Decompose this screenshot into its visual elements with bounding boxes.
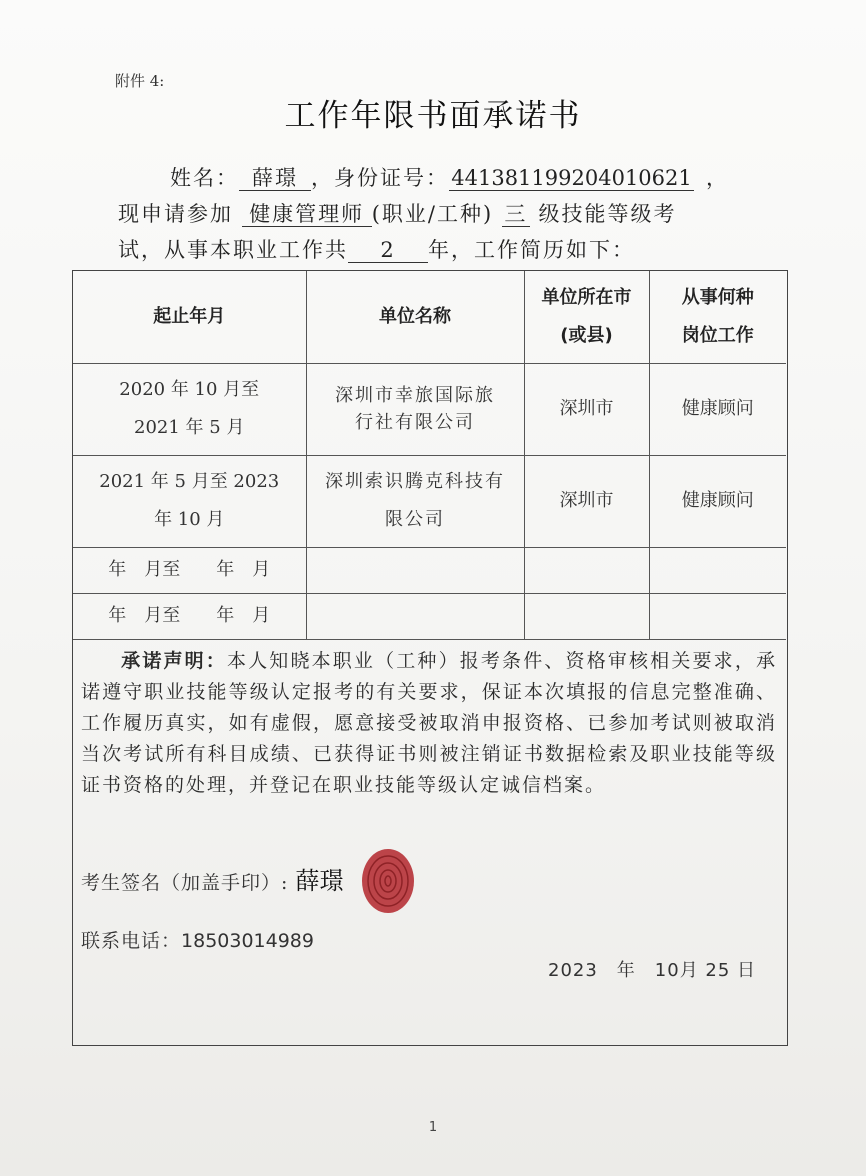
row4-post <box>649 593 786 639</box>
signature-line <box>81 861 343 896</box>
row1-company-line1: 深圳市幸旅国际旅 <box>335 385 495 406</box>
header-post <box>649 271 786 363</box>
header-company: 单位名称 <box>306 271 524 363</box>
row1-post: 健康顾问 <box>649 363 786 455</box>
row1-period-line2: 2021 年 5 月 <box>134 417 245 438</box>
row4-city <box>524 593 649 639</box>
profession-field: 健康管理师 <box>242 202 372 227</box>
row2-period-line2: 年 10 月 <box>154 509 225 530</box>
intro-line-3 <box>118 234 635 264</box>
row3-post <box>649 547 786 593</box>
header-period: 起止年月 <box>73 271 306 363</box>
row3-city <box>524 547 649 593</box>
level-field: 三 <box>502 202 530 227</box>
row2-period-line1: 2021 年 5 月至 2023 <box>99 471 280 492</box>
page-title: 工作年限书面承诺书 <box>284 98 582 134</box>
row2-post: 健康顾问 <box>649 455 786 547</box>
work-prefix: 试，从事本职业工作共 <box>118 238 348 262</box>
level-suffix: 级技能等级考 <box>538 202 677 226</box>
header-city-line1: 单位所在市 <box>541 286 632 308</box>
name-field: 薛璟 <box>239 166 311 191</box>
intro-line-1 <box>170 162 729 192</box>
table-row <box>73 455 786 547</box>
table-row <box>73 547 786 593</box>
row1-city: 深圳市 <box>524 363 649 455</box>
header-city <box>524 271 649 363</box>
profession-suffix: (职业/工种) <box>371 202 494 226</box>
apply-label: 现申请参加 <box>118 202 233 226</box>
years-field: 2 <box>348 238 428 263</box>
contact-line <box>81 926 314 953</box>
work-history-form <box>72 270 788 1046</box>
row1-period-line1: 2020 年 10 月至 <box>119 379 260 400</box>
name-label: 姓名： <box>170 166 239 190</box>
fingerprint-icon <box>358 846 418 916</box>
row2-company <box>306 455 524 547</box>
row2-company-line1: 深圳索识腾克科技有 <box>325 471 505 492</box>
row3-period: 年 月至 年 月 <box>73 547 306 593</box>
row4-period: 年 月至 年 月 <box>73 593 306 639</box>
attachment-label: 附件 4: <box>115 72 165 90</box>
id-number-field: 441381199204010621 <box>449 166 694 191</box>
phone-number: 18503014989 <box>181 930 314 952</box>
id-label: ，身份证号： <box>311 166 449 190</box>
handwritten-signature: 薛璟 <box>295 867 344 895</box>
row1-company <box>306 363 524 455</box>
row2-period <box>73 455 306 547</box>
row2-company-line2: 限公司 <box>385 509 445 530</box>
header-city-line2: (或县) <box>560 324 613 346</box>
intro-line-2 <box>118 198 677 228</box>
table-row <box>73 593 786 639</box>
page-number: 1 <box>428 1120 438 1135</box>
row2-city: 深圳市 <box>524 455 649 547</box>
header-post-line1: 从事何种 <box>681 286 754 308</box>
declaration <box>81 646 777 801</box>
comma: ， <box>706 166 729 190</box>
row1-period <box>73 363 306 455</box>
declaration-label: 承诺声明： <box>121 650 227 672</box>
header-post-line2: 岗位工作 <box>681 324 754 346</box>
row1-company-line2: 行社有限公司 <box>355 412 475 433</box>
declaration-text: 本人知晓本职业（工种）报考条件、资格审核相关要求，承诺遵守职业技能等级认定报考的有关要求，保证本次填报的信息完整准确、工作履历真实，如有虚假，愿意接受被取消申报资格、已参加考试则被取消当次考试所有科目成绩、已获得证书则被注销证书数据检索及职业技能等级证书资格的处理，并登记在职业技能等级认定诚信档案。 <box>81 650 777 796</box>
table-row <box>73 363 786 455</box>
row4-company <box>306 593 524 639</box>
phone-label: 联系电话： <box>81 930 182 952</box>
table-header-row <box>73 271 786 363</box>
work-history-table <box>73 271 786 640</box>
work-suffix: 年，工作简历如下： <box>428 238 635 262</box>
signature-label: 考生签名（加盖手印）: <box>81 872 289 894</box>
sign-date: 2023 年 10月 25 日 <box>548 960 757 981</box>
row3-company <box>306 547 524 593</box>
